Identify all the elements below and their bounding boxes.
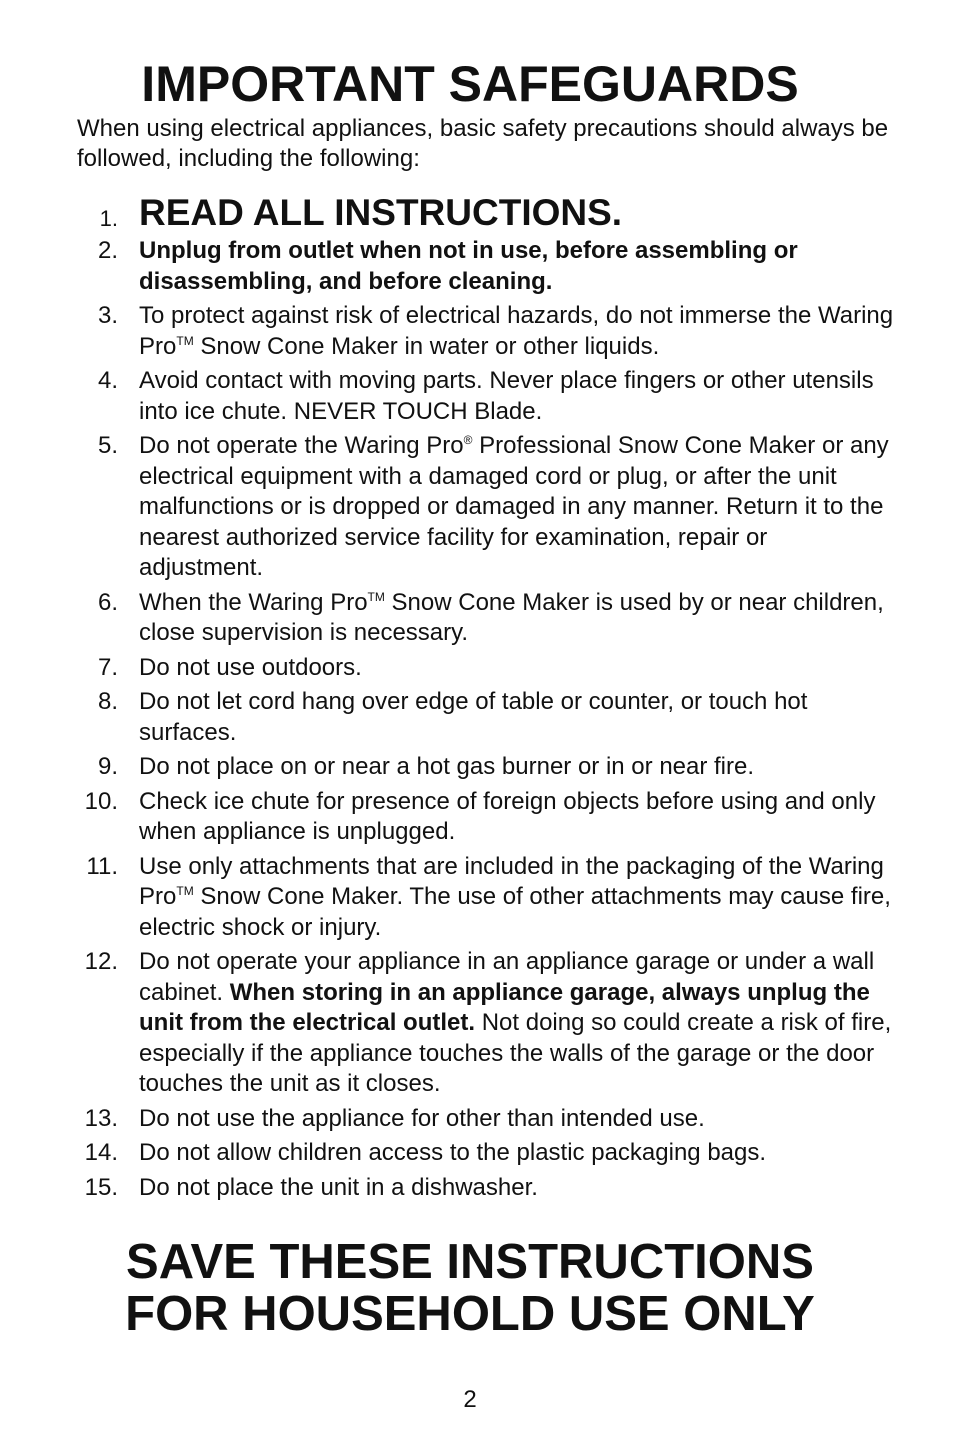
item-text-part: Snow Cone Maker is used by or near children, close supervision is necessary. <box>139 588 884 646</box>
item-text: Do not let cord hang over edge of table or counter, or touch hot surfaces. <box>139 688 808 746</box>
list-item <box>0 947 954 1100</box>
item-number: 2. <box>97 237 118 264</box>
item-text <box>139 853 891 941</box>
item-text: Do not allow children access to the plastic packaging bags. <box>139 1139 767 1166</box>
trademark-mark: TM <box>176 333 194 348</box>
item-number: 8. <box>97 688 118 715</box>
item-text: Unplug from outlet when not in use, before assembling or disassembling, and before cleaning. <box>139 237 798 295</box>
item-number: 9. <box>97 753 118 780</box>
list-item <box>0 653 954 684</box>
list-item <box>0 1104 954 1135</box>
item-text: READ ALL INSTRUCTIONS. <box>139 192 623 233</box>
item-text <box>139 302 893 360</box>
item-text-part: When the Waring Pro <box>139 588 368 616</box>
item-text-part: Professional Snow Cone Maker or any electrical equipment with a damaged cord or plug, or after the unit malfunctions or is dropped or damaged in any manner. Return it to the nearest authorized service facility for examination, repair or adjustment. <box>139 432 889 581</box>
trademark-mark: TM <box>176 884 194 898</box>
item-number: 4. <box>97 367 118 394</box>
item-number: 15. <box>84 1173 118 1201</box>
item-text: Avoid contact with moving parts. Never place fingers or other utensils into ice chute. NEVER TOUCH Blade. <box>139 367 874 425</box>
item-text: Do not place on or near a hot gas burner or in or near fire. <box>139 753 755 780</box>
item-number: 7. <box>97 653 118 681</box>
item-text-part: Do not operate the Waring Pro <box>139 432 464 459</box>
item-text-part: Not doing so could create a risk of fire, especially if the appliance touches the walls of the garage or the door touches the unit as it closes. <box>139 1009 892 1097</box>
safeguards-list <box>0 192 954 1207</box>
item-text: Check ice chute for presence of foreign objects before using and only when appliance is unplugged. <box>139 787 876 845</box>
save-heading-line-1: SAVE THESE INSTRUCTIONS <box>126 1235 814 1289</box>
item-text-part: Snow Cone Maker. The use of other attachments may cause fire, electric shock or injury. <box>139 883 891 941</box>
list-item <box>0 236 954 297</box>
list-item <box>0 301 954 362</box>
item-text-part: To protect against risk of electrical hazards, do not immerse the Waring Pro <box>139 302 894 360</box>
item-text: Do not use outdoors. <box>139 653 362 681</box>
trademark-mark: TM <box>367 589 385 604</box>
list-item <box>0 752 954 783</box>
item-text <box>139 432 889 581</box>
item-number: 10. <box>84 787 118 815</box>
item-number: 11. <box>86 852 118 880</box>
item-text: Do not use the appliance for other than intended use. <box>139 1104 705 1132</box>
item-text <box>139 589 884 647</box>
list-item <box>0 366 954 427</box>
list-item <box>0 687 954 748</box>
intro-paragraph: When using electrical appliances, basic safety precautions should always be followed, including the following: <box>77 115 889 172</box>
item-number: 6. <box>97 588 118 616</box>
page-number: 2 <box>463 1386 477 1413</box>
item-text-part: Use only attachments that are included in the packaging of the Waring Pro <box>139 852 884 910</box>
item-text-bold: When storing in an appliance garage, always unplug the unit from the electrical outlet. <box>139 978 870 1036</box>
item-text: Do not place the unit in a dishwasher. <box>139 1173 538 1201</box>
list-item <box>0 192 954 234</box>
list-item <box>0 1138 954 1169</box>
list-item <box>0 1173 954 1204</box>
list-item <box>0 431 954 584</box>
item-text-part: Do not operate your appliance in an appliance garage or under a wall cabinet. <box>139 948 875 1006</box>
registered-mark: ® <box>463 433 473 447</box>
item-text-part: Snow Cone Maker in water or other liquids. <box>193 332 660 360</box>
page-title: IMPORTANT SAFEGUARDS <box>141 56 799 112</box>
list-item <box>0 787 954 848</box>
item-number: 5. <box>97 432 118 459</box>
save-instructions-heading <box>0 1236 940 1340</box>
item-number: 3. <box>97 302 118 329</box>
list-item <box>0 852 954 944</box>
save-heading-line-2: FOR HOUSEHOLD USE ONLY <box>125 1287 815 1341</box>
item-number: 1. <box>99 206 118 231</box>
item-number: 12. <box>84 948 118 975</box>
list-item <box>0 588 954 649</box>
item-number: 13. <box>84 1104 118 1132</box>
item-number: 14. <box>84 1139 118 1166</box>
item-text <box>139 948 891 1097</box>
